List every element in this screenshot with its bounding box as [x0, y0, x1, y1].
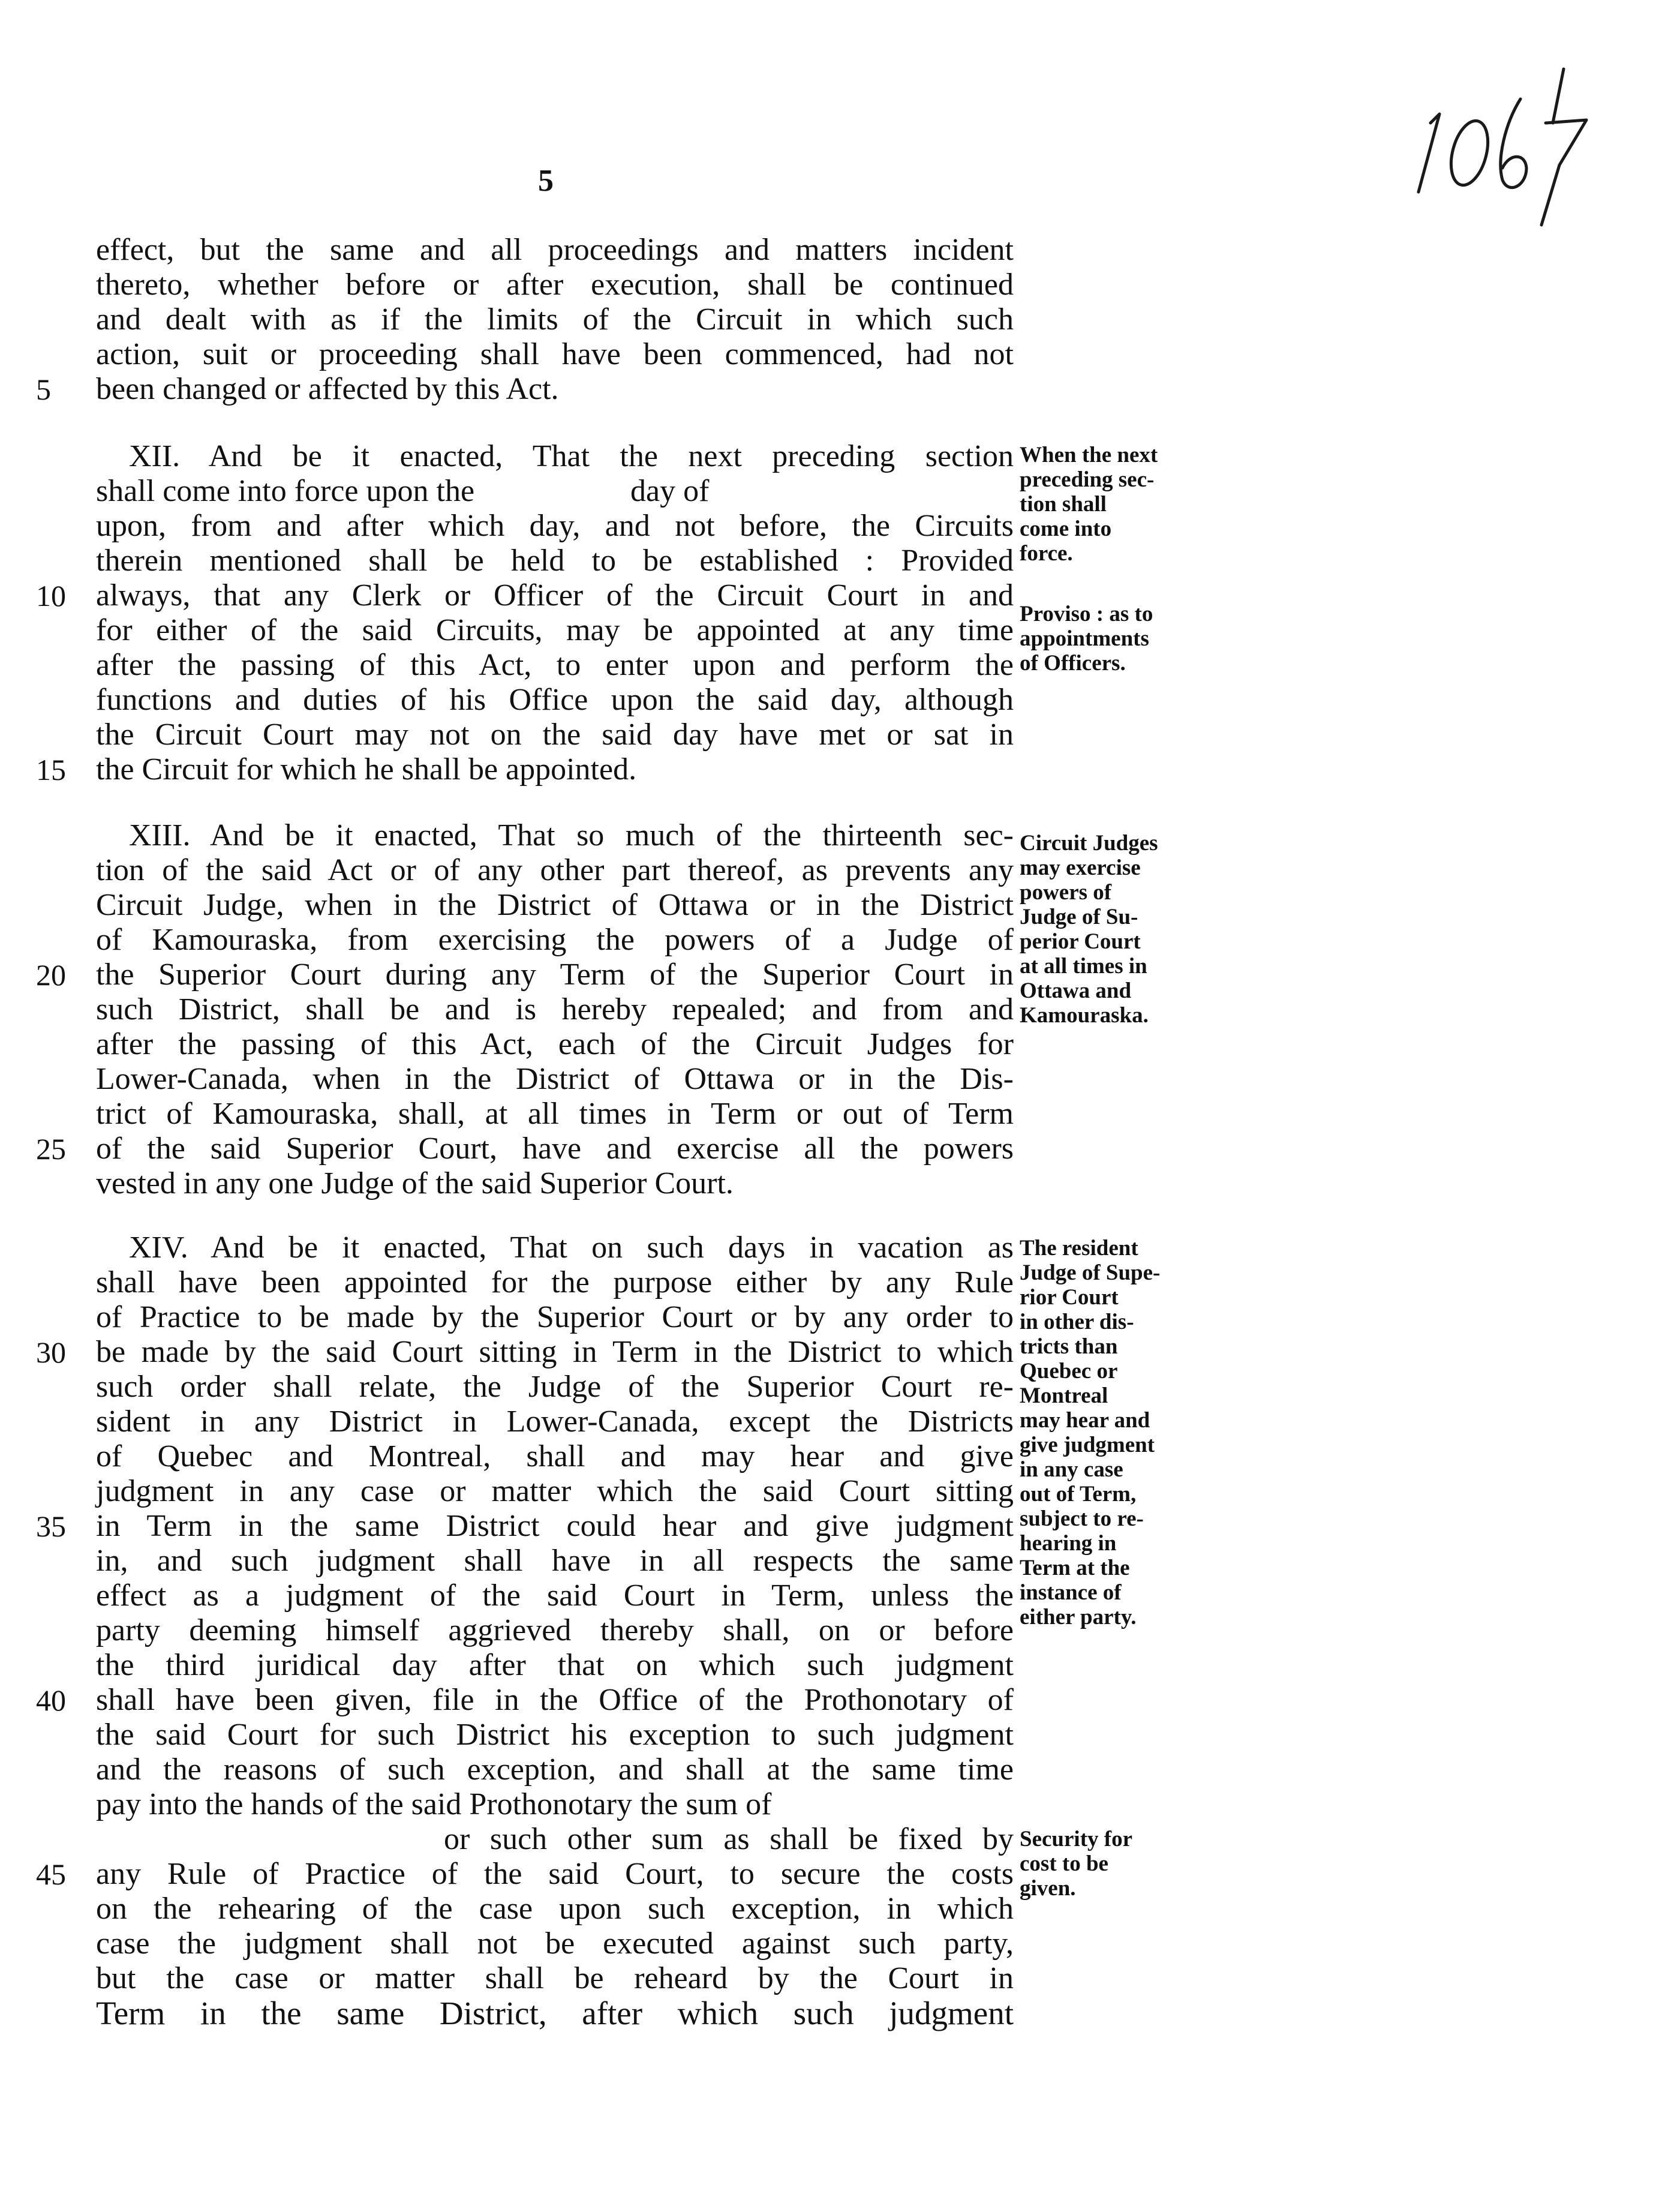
text-line: always, that any Clerk or Officer of the Circuit Court in and: [96, 578, 1014, 613]
margin-note-line: in other dis-: [1020, 1310, 1134, 1334]
margin-note-line: Montreal: [1020, 1383, 1108, 1408]
text-line: party deeming himself aggrieved thereby shall, on or before: [96, 1613, 1014, 1647]
margin-note-line: tricts than: [1020, 1334, 1118, 1359]
margin-note-line: subject to re-: [1020, 1506, 1144, 1531]
line-number: 10: [36, 579, 66, 613]
margin-note-line: instance of: [1020, 1580, 1122, 1605]
margin-note-coming-into-force: [1020, 443, 1194, 566]
page-number: 5: [538, 164, 554, 198]
text-line: for either of the said Circuits, may be appointed at any time: [96, 613, 1014, 647]
margin-note-line: rior Court: [1020, 1285, 1119, 1310]
margin-note-line: Judge of Supe-: [1020, 1260, 1161, 1285]
margin-note-line: Circuit Judges: [1020, 831, 1158, 856]
text-line: and the reasons of such exception, and shall at the same time: [96, 1752, 1014, 1787]
margin-note-line: force.: [1020, 541, 1073, 566]
margin-note-line: appointments: [1020, 626, 1149, 651]
text-line: after the passing of this Act, to enter upon and perform the: [96, 648, 1014, 682]
text-line: upon, from and after which day, and not before, the Circuits: [96, 509, 1014, 543]
handwritten-folio-number: [1406, 57, 1610, 231]
line-number: 25: [36, 1132, 66, 1166]
text-line: Circuit Judge, when in the District of Ottawa or in the District: [96, 888, 1014, 922]
margin-note-circuit-judges: [1020, 831, 1194, 1028]
text-line: on the rehearing of the case upon such exception, in which: [96, 1892, 1014, 1926]
text-line: vested in any one Judge of the said Superior Court.: [96, 1166, 734, 1200]
margin-note-line: Quebec or: [1020, 1359, 1118, 1383]
text-line: the third juridical day after that on which such judgment: [96, 1648, 1014, 1682]
text-line: such order shall relate, the Judge of the Superior Court re-: [96, 1370, 1014, 1404]
line-number: 40: [36, 1683, 66, 1717]
line-number: 5: [36, 373, 51, 406]
text-line: trict of Kamouraska, shall, at all times in Term or out of Term: [96, 1097, 1014, 1131]
text-line: therein mentioned shall be held to be established : Provided: [96, 544, 1014, 578]
line-number: 30: [36, 1335, 66, 1369]
line-number: 20: [36, 958, 66, 992]
margin-note-resident-judge: [1020, 1236, 1194, 1629]
text-line: action, suit or proceeding shall have been commenced, had not: [96, 337, 1014, 371]
margin-note-line: out of Term,: [1020, 1482, 1137, 1506]
margin-note-line: come into: [1020, 517, 1112, 541]
text-line: the Circuit Court may not on the said day have met or sat in: [96, 718, 1014, 752]
text-line: any Rule of Practice of the said Court, to secure the costs: [96, 1857, 1014, 1891]
text-line: shall have been given, file in the Office of the Prothonotary of: [96, 1683, 1014, 1717]
text-line: but the case or matter shall be reheard by the Court in: [96, 1961, 1014, 1995]
text-line: in Term in the same District could hear and give judgment: [96, 1509, 1014, 1543]
text-line: after the passing of this Act, each of the Circuit Judges for: [96, 1027, 1014, 1061]
margin-note-line: Ottawa and: [1020, 979, 1132, 1003]
text-line: Lower-Canada, when in the District of Ottawa or in the Dis-: [96, 1062, 1014, 1096]
margin-note-line: Proviso : as to: [1020, 602, 1153, 626]
text-line: of Quebec and Montreal, shall and may hear and give: [96, 1439, 1014, 1473]
text-line: and dealt with as if the limits of the Circuit in which such: [96, 302, 1014, 337]
margin-note-line: perior Court: [1020, 929, 1141, 954]
margin-note-line: Security for: [1020, 1827, 1133, 1851]
text-line: effect, but the same and all proceedings and matters incident: [96, 233, 1014, 267]
margin-note-security-for-cost: [1020, 1827, 1194, 1901]
margin-note-line: The resident: [1020, 1236, 1138, 1260]
margin-note-line: may exercise: [1020, 856, 1141, 880]
text-line: of Kamouraska, from exercising the powers of a Judge of: [96, 923, 1014, 957]
text-line: functions and duties of his Office upon the said day, although: [96, 683, 1014, 717]
text-line: shall have been appointed for the purpose either by any Rule: [96, 1265, 1014, 1299]
margin-note-line: powers of: [1020, 880, 1112, 905]
text-line: pay into the hands of the said Prothonotary the sum of: [96, 1787, 772, 1821]
text-line: of the said Superior Court, have and exercise all the powers: [96, 1131, 1014, 1166]
text-line: been changed or affected by this Act.: [96, 372, 559, 406]
margin-note-line: Kamouraska.: [1020, 1003, 1149, 1028]
line-number: 15: [36, 753, 66, 787]
margin-note-proviso-officers: [1020, 602, 1194, 676]
margin-note-line: Judge of Su-: [1020, 905, 1138, 929]
margin-note-line: at all times in: [1020, 954, 1147, 979]
margin-note-line: either party.: [1020, 1605, 1137, 1629]
text-line: judgment in any case or matter which the said Court sitting: [96, 1474, 1014, 1508]
margin-note-line: tion shall: [1020, 492, 1107, 517]
text-line: such District, shall be and is hereby repealed; and from and: [96, 992, 1014, 1027]
section-xiii-heading-line: XIII. And be it enacted, That so much of the thirteenth sec-: [129, 818, 1014, 853]
margin-note-line: of Officers.: [1020, 651, 1126, 676]
section-xii-heading-line: XII. And be it enacted, That the next preceding section: [129, 439, 1014, 473]
margin-note-line: Term at the: [1020, 1556, 1130, 1580]
text-line: the Superior Court during any Term of the Superior Court in: [96, 958, 1014, 992]
text-line: of Practice to be made by the Superior Court or by any order to: [96, 1300, 1014, 1334]
margin-note-line: give judgment: [1020, 1433, 1155, 1457]
text-line: Term in the same District, after which such judgment: [96, 1995, 1014, 2031]
margin-note-line: given.: [1020, 1876, 1076, 1901]
text-line: tion of the said Act or of any other part thereof, as prevents any: [96, 853, 1014, 887]
text-line: be made by the said Court sitting in Term in the District to which: [96, 1335, 1014, 1369]
text-line: the said Court for such District his exception to such judgment: [96, 1718, 1014, 1752]
text-line: case the judgment shall not be executed against such party,: [96, 1926, 1014, 1961]
text-line: in, and such judgment shall have in all respects the same: [96, 1544, 1014, 1578]
margin-note-line: cost to be: [1020, 1851, 1108, 1876]
section-xiv-heading-line: XIV. And be it enacted, That on such days in vacation as: [129, 1230, 1014, 1265]
margin-note-line: may hear and: [1020, 1408, 1150, 1433]
margin-note-line: preceding sec-: [1020, 467, 1155, 492]
text-line: effect as a judgment of the said Court in Term, unless the: [96, 1578, 1014, 1613]
text-line: thereto, whether before or after execution, shall be continued: [96, 268, 1014, 302]
text-line: shall come into force upon the day of: [96, 474, 710, 508]
margin-note-line: hearing in: [1020, 1531, 1117, 1556]
margin-note-line: When the next: [1020, 443, 1158, 467]
text-line: the Circuit for which he shall be appointed.: [96, 752, 637, 787]
line-number: 35: [36, 1509, 66, 1543]
line-number: 45: [36, 1857, 66, 1891]
text-line: or such other sum as shall be fixed by: [444, 1822, 1014, 1856]
margin-note-line: in any case: [1020, 1457, 1123, 1482]
text-line: sident in any District in Lower-Canada, except the Districts: [96, 1404, 1014, 1439]
